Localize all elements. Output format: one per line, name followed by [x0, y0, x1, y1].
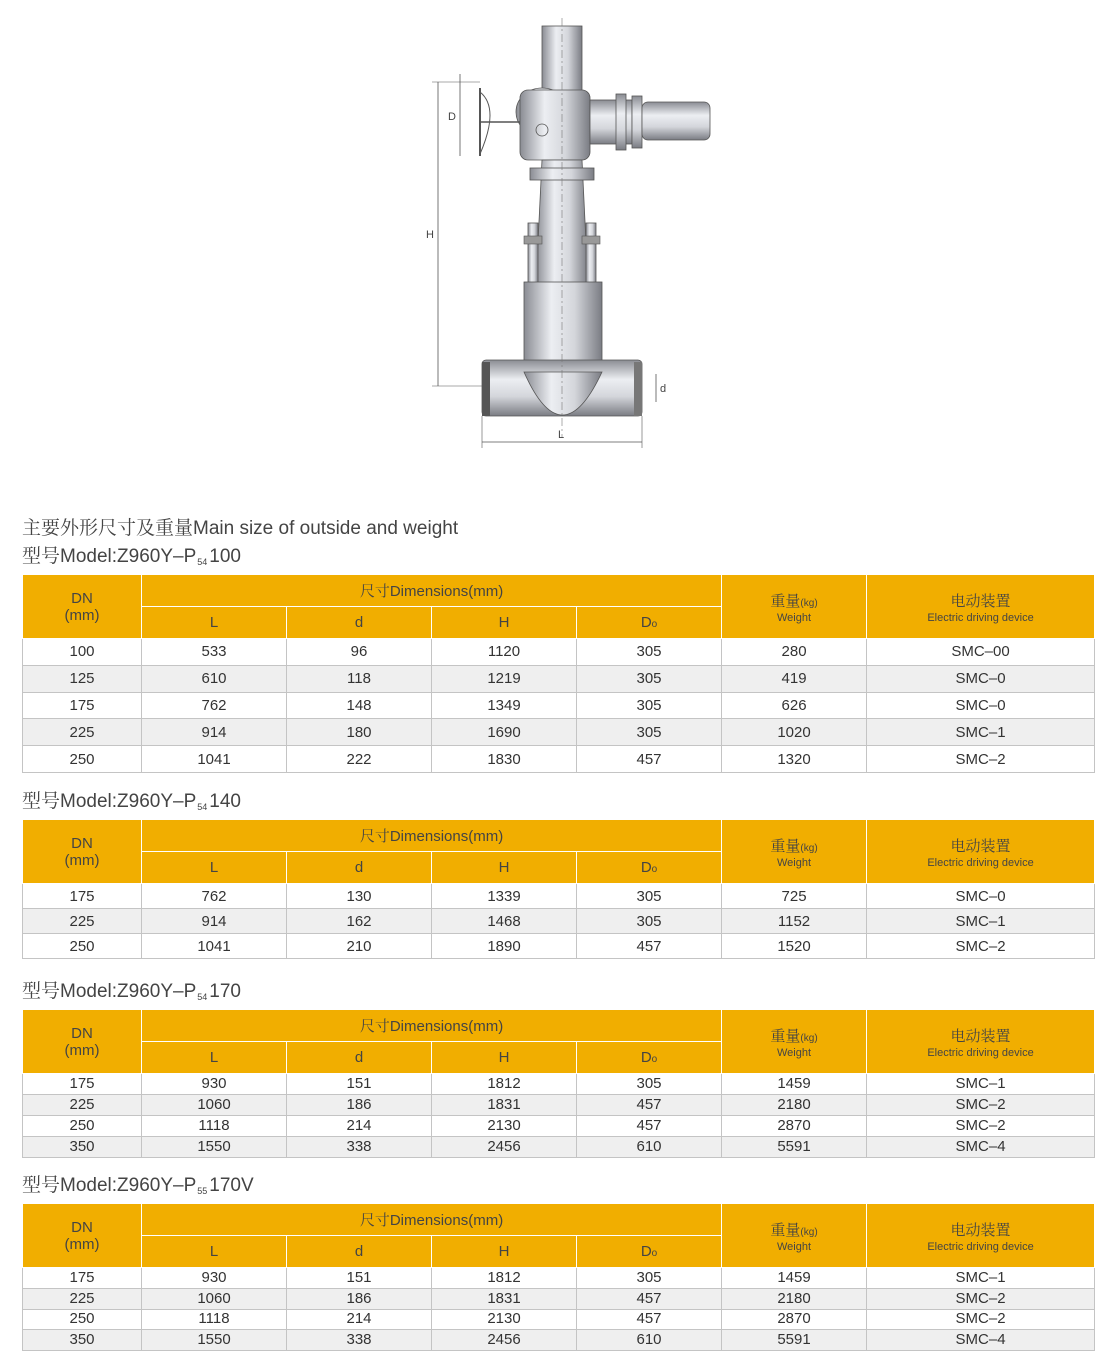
header-d0: Do — [577, 1042, 722, 1074]
table-cell: 225 — [23, 909, 142, 934]
table-cell: 5591 — [722, 1330, 867, 1351]
model-subscript: 55 — [197, 1186, 208, 1196]
table-cell: 457 — [577, 934, 722, 959]
table-cell: 930 — [142, 1074, 287, 1095]
header-l: L — [142, 1042, 287, 1074]
header-h: H — [432, 1042, 577, 1074]
table-cell: 762 — [142, 884, 287, 909]
table-cell: SMC–4 — [867, 1137, 1095, 1158]
table-row — [23, 1309, 1095, 1330]
table-cell: 100 — [23, 639, 142, 666]
model-suffix: 170 — [209, 981, 241, 1002]
header-weight: 重量(kg) Weight — [722, 1204, 867, 1268]
table-cell: 151 — [287, 1268, 432, 1289]
table-cell: SMC–1 — [867, 719, 1095, 746]
table-cell: 457 — [577, 1288, 722, 1309]
table-cell: 1152 — [722, 909, 867, 934]
header-d: d — [287, 852, 432, 884]
model-subscript: 54 — [197, 557, 208, 567]
spec-table — [22, 574, 1095, 773]
table-cell: 626 — [722, 692, 867, 719]
table-cell: 350 — [23, 1137, 142, 1158]
table-cell: 1060 — [142, 1095, 287, 1116]
table-cell: SMC–1 — [867, 1268, 1095, 1289]
table-cell: 1320 — [722, 746, 867, 773]
table-cell: 125 — [23, 665, 142, 692]
table-cell: 175 — [23, 1074, 142, 1095]
table-cell: 1219 — [432, 665, 577, 692]
table-cell: 338 — [287, 1137, 432, 1158]
table-row — [23, 1268, 1095, 1289]
spec-table — [22, 1203, 1095, 1351]
table-row — [23, 884, 1095, 909]
table-cell: 2130 — [432, 1309, 577, 1330]
dim-h-label: H — [426, 229, 434, 241]
table-row — [23, 1330, 1095, 1351]
table-cell: 250 — [23, 1309, 142, 1330]
header-h: H — [432, 607, 577, 639]
header-dn: DN (mm) — [23, 1010, 142, 1074]
table-cell: 914 — [142, 719, 287, 746]
table-cell: 1550 — [142, 1330, 287, 1351]
page-heading: 主要外形尺寸及重量Main size of outside and weight — [22, 518, 459, 539]
table-cell: 1831 — [432, 1288, 577, 1309]
table-cell: 914 — [142, 909, 287, 934]
table-cell: SMC–0 — [867, 665, 1095, 692]
table-cell: 1459 — [722, 1268, 867, 1289]
model-prefix: 型号Model:Z960Y–P — [22, 1175, 197, 1196]
table-cell: 151 — [287, 1074, 432, 1095]
table-cell: 225 — [23, 719, 142, 746]
table-cell: 305 — [577, 719, 722, 746]
model-title — [22, 976, 241, 1003]
table-cell: 305 — [577, 692, 722, 719]
valve-drawing — [420, 18, 720, 458]
header-d0: Do — [577, 1236, 722, 1268]
table-cell: 305 — [577, 665, 722, 692]
model-title — [22, 541, 241, 568]
header-l: L — [142, 852, 287, 884]
table-cell: 762 — [142, 692, 287, 719]
table-cell: 419 — [722, 665, 867, 692]
model-suffix: 140 — [209, 791, 241, 812]
table-row — [23, 746, 1095, 773]
table-row — [23, 639, 1095, 666]
table-cell: 186 — [287, 1095, 432, 1116]
table-cell: 1118 — [142, 1309, 287, 1330]
header-weight: 重量(kg) Weight — [722, 1010, 867, 1074]
model-prefix: 型号Model:Z960Y–P — [22, 791, 197, 812]
model-prefix: 型号Model:Z960Y–P — [22, 981, 197, 1002]
header-weight: 重量(kg) Weight — [722, 820, 867, 884]
table-cell: 457 — [577, 1309, 722, 1330]
table-cell: 2180 — [722, 1095, 867, 1116]
table-cell: 2456 — [432, 1330, 577, 1351]
table-row — [23, 1288, 1095, 1309]
table-cell: 1830 — [432, 746, 577, 773]
table-row — [23, 1095, 1095, 1116]
table-row — [23, 719, 1095, 746]
table-cell: 175 — [23, 1268, 142, 1289]
header-dn: DN (mm) — [23, 820, 142, 884]
table-cell: 2130 — [432, 1116, 577, 1137]
table-cell: 725 — [722, 884, 867, 909]
table-cell: 148 — [287, 692, 432, 719]
table-cell: 610 — [577, 1330, 722, 1351]
header-d0: Do — [577, 607, 722, 639]
table-cell: 280 — [722, 639, 867, 666]
header-dimensions: 尺寸Dimensions(mm) — [142, 1204, 722, 1236]
table-cell: 1812 — [432, 1268, 577, 1289]
table-cell: 210 — [287, 934, 432, 959]
table-cell: 1118 — [142, 1116, 287, 1137]
header-dimensions: 尺寸Dimensions(mm) — [142, 820, 722, 852]
header-d: d — [287, 1042, 432, 1074]
valve-bonnet — [524, 282, 602, 372]
dim-d0-label: D — [448, 111, 456, 123]
table-cell: 225 — [23, 1095, 142, 1116]
table-cell: 250 — [23, 934, 142, 959]
header-device: 电动装置 Electric driving device — [867, 1204, 1095, 1268]
table-cell: 5591 — [722, 1137, 867, 1158]
motor-flange-2 — [616, 94, 626, 150]
table-cell: SMC–2 — [867, 1288, 1095, 1309]
table-cell: 305 — [577, 1268, 722, 1289]
table-cell: 1520 — [722, 934, 867, 959]
table-cell: 305 — [577, 909, 722, 934]
motor-body — [642, 102, 710, 140]
header-l: L — [142, 607, 287, 639]
table-cell: SMC–0 — [867, 884, 1095, 909]
table-row — [23, 692, 1095, 719]
table-cell: SMC–2 — [867, 1095, 1095, 1116]
model-subscript: 54 — [197, 802, 208, 812]
header-h: H — [432, 1236, 577, 1268]
table-cell: 186 — [287, 1288, 432, 1309]
table-cell: 1020 — [722, 719, 867, 746]
table-cell: 214 — [287, 1309, 432, 1330]
table-row — [23, 909, 1095, 934]
table-cell: 96 — [287, 639, 432, 666]
table-row — [23, 1074, 1095, 1095]
table-cell: SMC–1 — [867, 1074, 1095, 1095]
header-device: 电动装置 Electric driving device — [867, 820, 1095, 884]
model-prefix: 型号Model:Z960Y–P — [22, 546, 197, 567]
model-title — [22, 786, 241, 813]
actuator-body — [520, 90, 590, 160]
table-cell: SMC–2 — [867, 934, 1095, 959]
table-cell: SMC–2 — [867, 1309, 1095, 1330]
header-dimensions: 尺寸Dimensions(mm) — [142, 575, 722, 607]
table-cell: SMC–1 — [867, 909, 1095, 934]
table-cell: 457 — [577, 1116, 722, 1137]
table-cell: 1349 — [432, 692, 577, 719]
table-cell: 305 — [577, 1074, 722, 1095]
table-cell: 1890 — [432, 934, 577, 959]
table-cell: 305 — [577, 639, 722, 666]
table-row — [23, 665, 1095, 692]
model-subscript: 54 — [197, 992, 208, 1002]
motor-flange-3 — [632, 96, 642, 148]
table-cell: 1041 — [142, 934, 287, 959]
spec-table — [22, 1009, 1095, 1158]
header-device: 电动装置 Electric driving device — [867, 1010, 1095, 1074]
header-dn: DN (mm) — [23, 575, 142, 639]
header-l: L — [142, 1236, 287, 1268]
table-cell: 250 — [23, 1116, 142, 1137]
table-cell: 305 — [577, 884, 722, 909]
table-cell: 1120 — [432, 639, 577, 666]
table-cell: 2180 — [722, 1288, 867, 1309]
table-cell: 222 — [287, 746, 432, 773]
model-title — [22, 1170, 254, 1197]
table-cell: 1041 — [142, 746, 287, 773]
table-cell: 250 — [23, 746, 142, 773]
table-cell: SMC–0 — [867, 692, 1095, 719]
table-cell: 610 — [142, 665, 287, 692]
table-cell: 2456 — [432, 1137, 577, 1158]
table-cell: 1690 — [432, 719, 577, 746]
dim-d-label: d — [660, 383, 667, 395]
table-cell: 180 — [287, 719, 432, 746]
header-device: 电动装置 Electric driving device — [867, 575, 1095, 639]
table-cell: 338 — [287, 1330, 432, 1351]
header-d: d — [287, 1236, 432, 1268]
table-cell: 2870 — [722, 1116, 867, 1137]
table-cell: 1459 — [722, 1074, 867, 1095]
header-h: H — [432, 852, 577, 884]
table-cell: 175 — [23, 884, 142, 909]
spec-table — [22, 819, 1095, 959]
model-suffix: 100 — [209, 546, 241, 567]
table-cell: 1468 — [432, 909, 577, 934]
model-suffix: 170V — [209, 1175, 254, 1196]
header-d: d — [287, 607, 432, 639]
table-cell: 130 — [287, 884, 432, 909]
table-cell: SMC–2 — [867, 1116, 1095, 1137]
table-cell: SMC–00 — [867, 639, 1095, 666]
table-cell: 457 — [577, 746, 722, 773]
table-cell: SMC–4 — [867, 1330, 1095, 1351]
table-cell: SMC–2 — [867, 746, 1095, 773]
table-row — [23, 1116, 1095, 1137]
table-cell: 1060 — [142, 1288, 287, 1309]
table-cell: 1550 — [142, 1137, 287, 1158]
table-cell: 533 — [142, 639, 287, 666]
table-cell: 1339 — [432, 884, 577, 909]
table-cell: 118 — [287, 665, 432, 692]
table-cell: 457 — [577, 1095, 722, 1116]
table-cell: 214 — [287, 1116, 432, 1137]
table-cell: 2870 — [722, 1309, 867, 1330]
table-cell: 225 — [23, 1288, 142, 1309]
dim-l-label: L — [558, 429, 565, 441]
table-cell: 930 — [142, 1268, 287, 1289]
table-cell: 1831 — [432, 1095, 577, 1116]
table-cell: 1812 — [432, 1074, 577, 1095]
table-cell: 610 — [577, 1137, 722, 1158]
header-dimensions: 尺寸Dimensions(mm) — [142, 1010, 722, 1042]
header-d0: Do — [577, 852, 722, 884]
header-dn: DN (mm) — [23, 1204, 142, 1268]
header-weight: 重量(kg) Weight — [722, 575, 867, 639]
table-cell: 350 — [23, 1330, 142, 1351]
table-cell: 162 — [287, 909, 432, 934]
table-cell: 175 — [23, 692, 142, 719]
table-row — [23, 1137, 1095, 1158]
table-row — [23, 934, 1095, 959]
